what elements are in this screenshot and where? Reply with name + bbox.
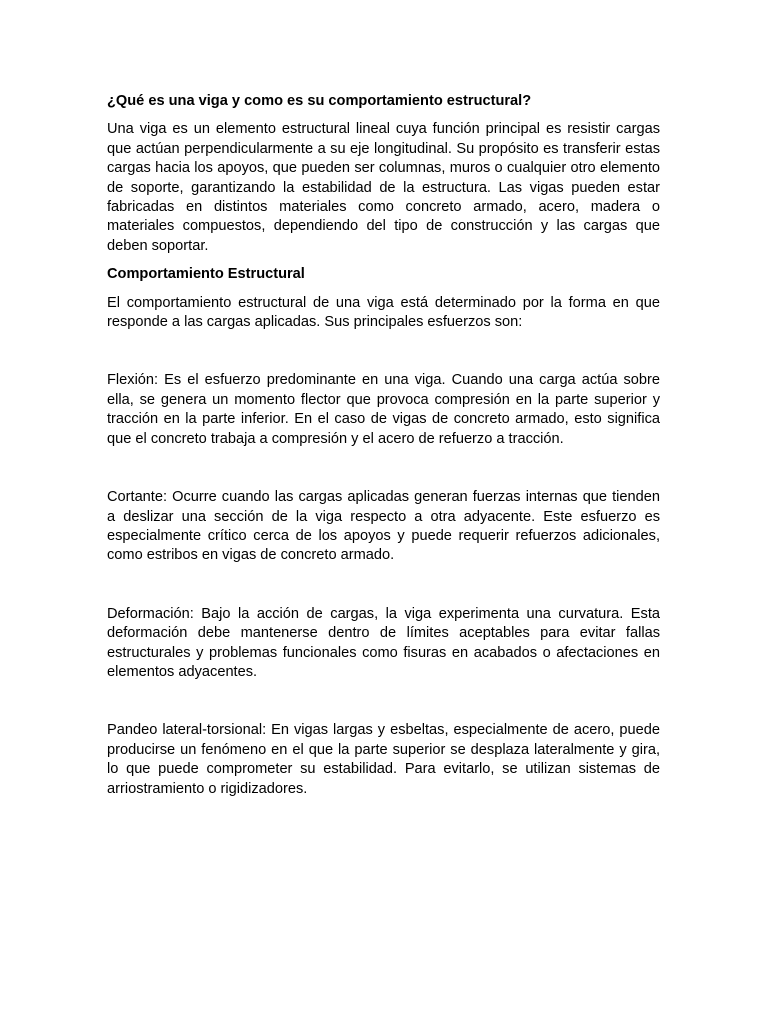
effort-paragraph-deformacion: Deformación: Bajo la acción de cargas, la viga experimenta una curvatura. Esta deformación debe mantenerse dentro de límites aceptables para evitar fallas estructurales y problemas funcionales como fisuras en acabados o afectaciones en elementos adyacentes. xyxy=(107,605,660,680)
document-title: ¿Qué es una viga y como es su comportamiento estructural? xyxy=(107,93,532,109)
section-heading: Comportamiento Estructural xyxy=(107,266,305,283)
document-page xyxy=(107,92,660,799)
section-intro-paragraph: El comportamiento estructural de una viga está determinado por la forma en que responde a las cargas aplicadas. Sus principales esfuerzos son: xyxy=(107,294,660,331)
intro-paragraph: Una viga es un elemento estructural lineal cuya función principal es resistir cargas que actúan perpendicularmente a su eje longitudinal. Su propósito es transferir estas cargas hacia los apoyos, que pueden ser columnas, muros o cualquier otro elemento de soporte, garantizando la estabilidad de la estructura. Las vigas pueden estar fabricadas en distintos materiales como concreto armado, acero, madera o materiales compuestos, dependiendo del tipo de construcción y las cargas que deben soportar. xyxy=(107,121,660,254)
effort-paragraph-pandeo: Pandeo lateral-torsional: En vigas largas y esbeltas, especialmente de acero, puede producirse un fenómeno en el que la parte superior se desplaza lateralmente y gira, lo que puede comprometer su estabilidad. Para evitarlo, se utilizan sistemas de arriostramiento o rigidizadores. xyxy=(107,722,660,797)
effort-paragraph-flexion: Flexión: Es el esfuerzo predominante en una viga. Cuando una carga actúa sobre ella, se genera un momento flector que provoca compresión en la parte superior y tracción en la parte inferior. En el caso de vigas de concreto armado, esto significa que el concreto trabaja a compresión y el acero de refuerzo a tracción. xyxy=(107,372,660,447)
effort-paragraph-cortante: Cortante: Ocurre cuando las cargas aplicadas generan fuerzas internas que tienden a deslizar una sección de la viga respecto a otra adyacente. Este esfuerzo es especialmente crítico cerca de los apoyos y puede requerir refuerzos adicionales, como estribos en vigas de concreto armado. xyxy=(107,489,660,564)
